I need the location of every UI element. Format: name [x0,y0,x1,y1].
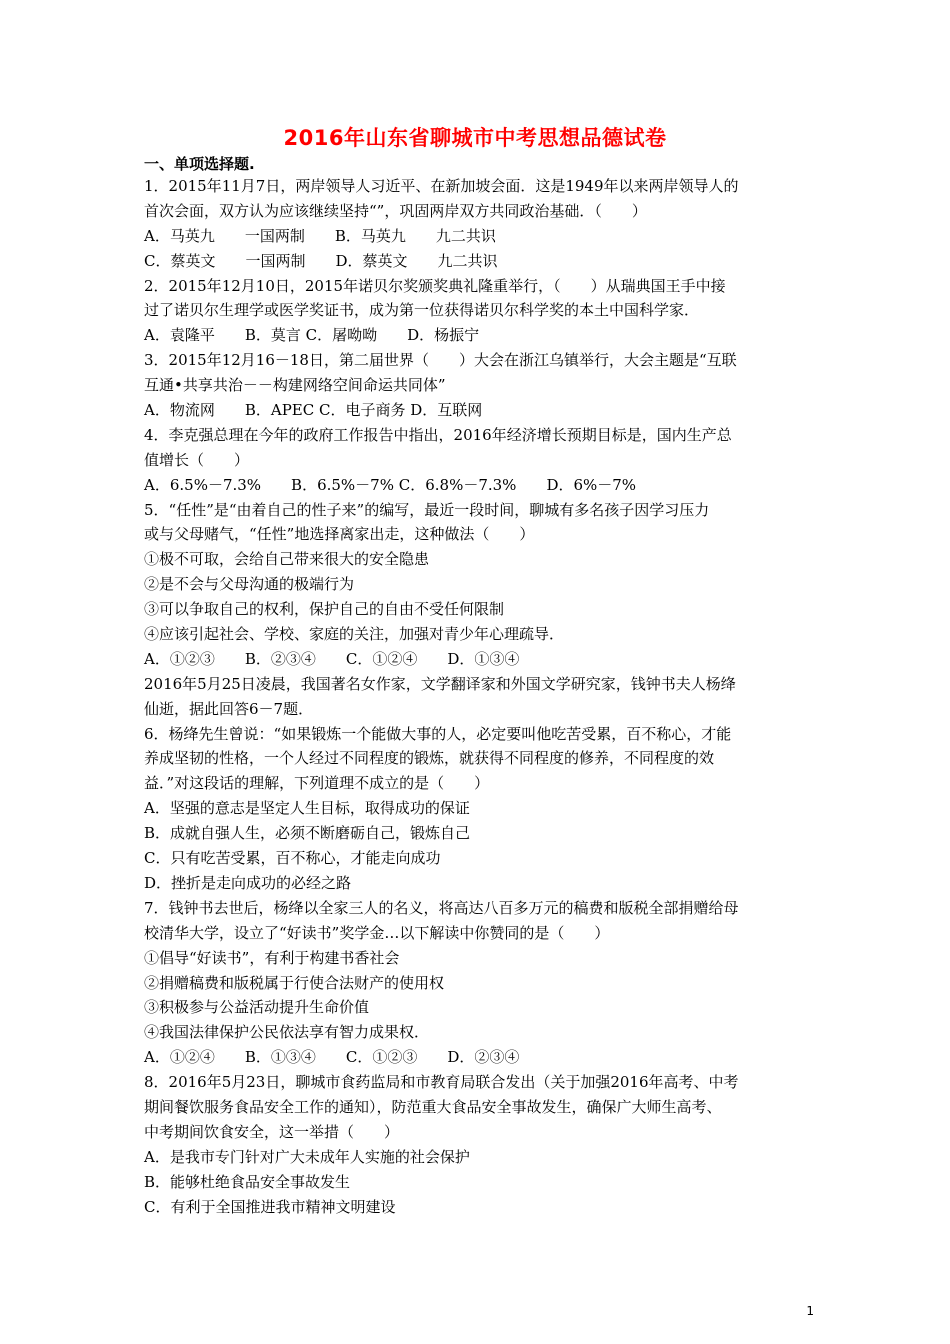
option-line: A．物流网 B．APEC C．电子商务 D．互联网 [144,401,483,420]
statement-line: ①极不可取，会给自己带来很大的安全隐患 [144,550,430,569]
text-line: 互通•共享共治－－构建网络空间命运共同体” [144,376,446,395]
option-line: A．①②④ B．①③④ C．①②③ D．②③④ [144,1048,520,1067]
text-line: 或与父母赌气，“任性”地选择离家出走，这种做法（ ） [144,525,535,544]
option-line: A．袁隆平 B．莫言 C．屠呦呦 D．杨振宁 [144,326,480,345]
option-line: D．挫折是走向成功的必经之路 [144,873,352,892]
text-line: 首次会面，双方认为应该继续坚持“”，巩固两岸双方共同政治基础．（ ） [144,201,647,220]
option-line: A．6.5%－7.3% B．6.5%－7% C．6.8%－7.3% D．6%－7% [144,475,637,494]
option-line: C．有利于全国推进我市精神文明建设 [144,1197,396,1216]
text-line: 4．李克强总理在今年的政府工作报告中指出，2016年经济增长预期目标是，国内生产总 [144,425,732,444]
option-line: B．能够杜绝食品安全事故发生 [144,1172,351,1191]
statement-line: ④应该引起社会、学校、家庭的关注，加强对青少年心理疏导． [144,625,565,644]
text-line: 益．”对这段话的理解，下列道理不成立的是（ ） [144,774,490,793]
text-line: 7．钱钟书去世后，杨绛以全家三人的名义，将高达八百多万元的稿费和版税全部捐赠给母 [144,898,739,917]
text-line: 6．杨绛先生曾说：“如果锻炼一个能做大事的人，必定要叫他吃苦受累，百不称心，才能 [144,724,732,743]
text-line: 5．“任性”是“由着自己的性子来”的编写，最近一段时间，聊城有多名孩子因学习压力 [144,500,710,519]
section-heading: 一、单项选择题. [144,155,255,173]
text-line: 2016年5月25日凌晨，我国著名女作家，文学翻译家和外国文学研究家，钱钟书夫人杨绛 [144,674,736,693]
statement-line: ③积极参与公益活动提升生命价值 [144,998,370,1017]
text-line: 1．2015年11月7日，两岸领导人习近平、在新加坡会面．这是1949年以来两岸领导人的 [144,177,739,195]
option-line: B．成就自强人生，必须不断磨砺自己，锻炼自己 [144,824,471,843]
text-line: 值增长（ ） [144,450,250,469]
text-line: 期间餐饮服务食品安全工作的通知），防范重大食品安全事故发生，确保广大师生高考、 [144,1097,722,1116]
text-line: 过了诺贝尔生理学或医学奖证书，成为第一位获得诺贝尔科学奖的本土中国科学家． [144,301,700,320]
option-line: A．马英九 一国两制 B．马英九 九二共识 [144,226,496,245]
text-line: 8．2016年5月23日，聊城市食药监局和市教育局联合发出（关于加强2016年高考、中考 [144,1073,739,1092]
text-line: 校清华大学，设立了“好读书”奖学金…以下解读中你赞同的是（ ） [144,923,610,942]
statement-line: ①倡导“好读书”，有利于构建书香社会 [144,948,400,967]
text-line: 仙逝，据此回答6－7题． [144,699,314,718]
document-title: 2016年山东省聊城市中考思想品德试卷 [283,126,667,150]
document-body [144,174,824,1219]
text-line: 养成坚韧的性格，一个人经过不同程度的锻炼，就获得不同程度的修养，不同程度的效 [144,749,715,768]
statement-line: ③可以争取自己的权利，保护自己的自由不受任何限制 [144,600,505,619]
option-line: C．只有吃苦受累，百不称心，才能走向成功 [144,849,441,868]
statement-line: ④我国法律保护公民依法享有智力成果权． [144,1023,430,1042]
statement-line: ②是不会与父母沟通的极端行为 [144,575,355,594]
option-line: A．坚强的意志是坚定人生目标，取得成功的保证 [144,799,470,818]
page-number: 1 [806,1304,814,1318]
option-line: A．①②③ B．②③④ C．①②④ D．①③④ [144,649,520,668]
text-line: 3．2015年12月16－18日，第二届世界（ ）大会在浙江乌镇举行，大会主题是“互联 [144,351,737,370]
option-line: C．蔡英文 一国两制 D．蔡英文 九二共识 [144,251,498,270]
statement-line: ②捐赠稿费和版税属于行使合法财产的使用权 [144,973,445,992]
text-line: 2．2015年12月10日，2015年诺贝尔奖颁奖典礼隆重举行，（ ）从瑞典国王手中接 [144,276,726,295]
option-line: A．是我市专门针对广大未成年人实施的社会保护 [144,1147,470,1166]
text-line: 中考期间饮食安全，这一举措（ ） [144,1122,400,1141]
